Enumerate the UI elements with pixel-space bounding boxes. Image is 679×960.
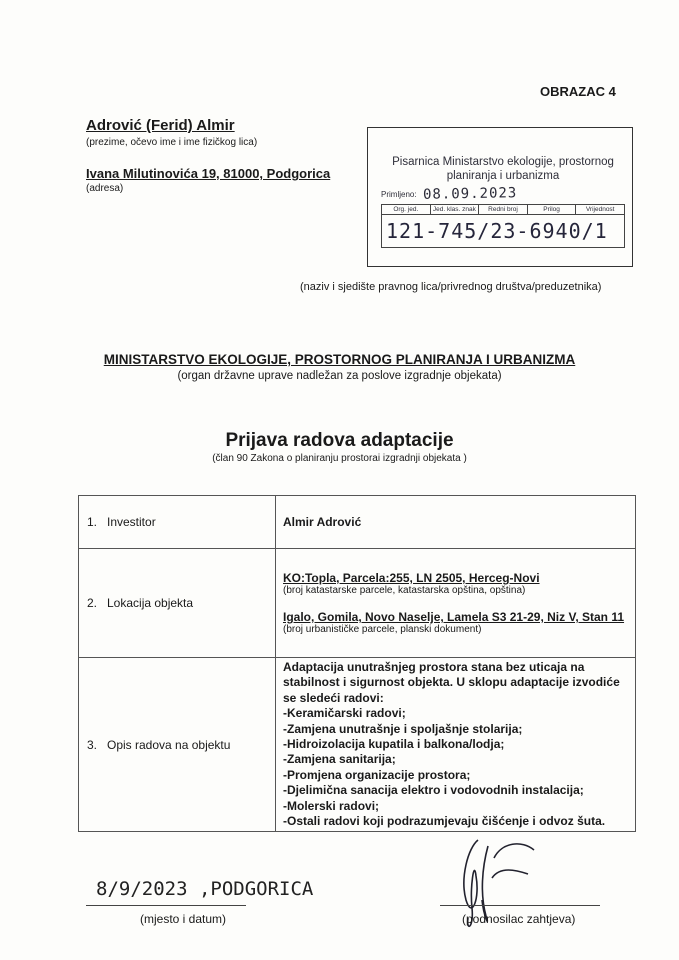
table-row <box>79 658 636 832</box>
form-number: OBRAZAC 4 <box>540 84 616 99</box>
row-label-text: Lokacija objekta <box>107 596 194 610</box>
works-line: se sledeći radovi: <box>283 690 384 705</box>
stamp-column: Vrijednost <box>585 206 615 213</box>
works-description <box>276 658 636 832</box>
row-label-text: Investitor <box>107 515 156 529</box>
stamp-column: Org. jed. <box>382 205 431 214</box>
row-number: 2. <box>87 596 98 610</box>
urban-parcel: Igalo, Gomila, Novo Naselje, Lamela S3 21-29, Niz V, Stan 11 <box>283 610 625 624</box>
works-line: -Keramičarski radovi; <box>283 706 406 721</box>
stamp-columns <box>381 204 625 214</box>
works-line: Adaptacija unutrašnjeg prostora stana bez uticaja na <box>283 660 585 674</box>
row-label-text: Opis radova na objektu <box>107 737 231 752</box>
stamp-received-label: Primljeno: <box>381 189 417 199</box>
applicant-name: Adrović (Ferid) Almir <box>86 117 235 134</box>
applicant-address: Ivana Milutinovića 19, 81000, Podgorica <box>86 166 331 181</box>
works-line: -Promjena organizacije prostora; <box>283 767 471 782</box>
row-label <box>79 549 276 658</box>
works-line: -Hidroizolacija kupatila i balkona/lodja; <box>283 737 505 752</box>
authority-name-text: MINISTARSTVO EKOLOGIJE, PROSTORNOG PLANIRANJA I URBANIZMA <box>103 352 576 367</box>
place-date-label: (mjesto i datum) <box>140 912 227 926</box>
works-line: -Djelimična sanacija elektro i vodovodnih instalacija; <box>283 783 584 798</box>
row-number: 3. <box>87 737 98 752</box>
place-date: 8/9/2023 ,PODGORICA <box>96 878 314 900</box>
place-date-line <box>86 905 246 906</box>
cadastral-parcel: KO:Topla, Parcela:255, LN 2505, Herceg-Novi <box>283 571 540 585</box>
document-title: Prijava radova adaptacije <box>225 430 454 451</box>
table-row <box>79 549 636 658</box>
row-label <box>79 496 276 549</box>
authority-label: (organ državne uprave nadležan za poslove izgradnje objekata) <box>177 370 502 382</box>
stamp-title-line1: Pisarnica Ministarstvo ekologije, prostornog <box>392 156 614 168</box>
urban-note: (broj urbanističke parcele, planski dokument) <box>283 624 482 635</box>
company-label: (naziv i sjedište pravnog lica/privrednog društva/preduzetnika) <box>300 281 602 293</box>
applicant-address-label: (adresa) <box>86 183 124 194</box>
registry-stamp <box>381 155 625 248</box>
works-line: -Ostali radovi koji podrazumjevaju čišćenje i odvoz šuta. <box>283 814 606 829</box>
stamp-received-date: 08.09.2023 <box>422 185 518 203</box>
works-line: -Zamjena unutrašnje i spoljašnje stolarija; <box>283 721 523 736</box>
signature-label: (podnosilac zahtjeva) <box>462 912 576 926</box>
cadastral-note: (broj katastarske parcele, katastarska opština, opština) <box>283 585 526 596</box>
applicant-name-label: (prezime, očevo ime i ime fizičkog lica) <box>86 137 258 148</box>
authority-name <box>0 352 679 367</box>
investor-value: Almir Adrović <box>276 496 636 549</box>
row-number: 1. <box>87 515 98 529</box>
works-line: -Zamjena sanitarija; <box>283 752 396 767</box>
signature-line <box>440 905 600 906</box>
stamp-column: Jed. klas. znak <box>431 205 480 214</box>
stamp-title-line2: planiranja i urbanizma <box>446 170 560 182</box>
works-line: -Molerski radovi; <box>283 798 380 813</box>
document-subtitle: (član 90 Zakona o planiranju prostorai izgradnji objekata ) <box>212 453 467 464</box>
table-row <box>79 496 636 549</box>
works-line: stabilnost i sigurnost objekta. U sklopu adaptacije izvodiće <box>283 675 620 690</box>
stamp-number: 121-745/23-6940/1 <box>381 214 625 248</box>
row-label <box>79 658 276 832</box>
application-table <box>78 495 636 832</box>
stamp-column: Redni broj <box>479 205 528 214</box>
stamp-column: Prilog <box>528 205 577 214</box>
location-value <box>276 549 636 658</box>
